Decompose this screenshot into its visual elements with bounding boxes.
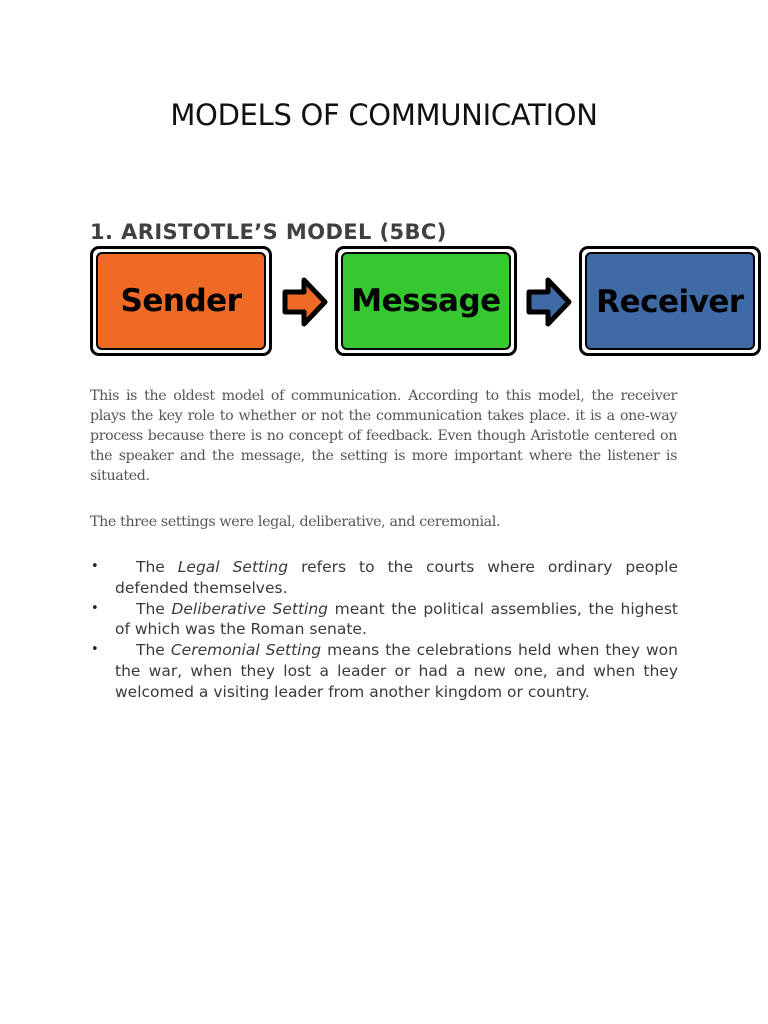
bullet-icon: • <box>91 559 99 574</box>
item-prefix: The <box>136 558 165 576</box>
setting-description: refers to the courts where ordinary people defended themselves. <box>115 558 678 597</box>
item-prefix: The <box>136 599 165 618</box>
communication-flow-diagram <box>89 246 761 364</box>
bullet-icon: • <box>91 600 99 616</box>
setting-term: Ceremonial Setting <box>170 641 322 660</box>
list-item <box>90 640 678 702</box>
receiver-box <box>579 246 761 356</box>
sender-label: Sender <box>96 252 266 350</box>
sender-box <box>90 246 272 356</box>
list-item <box>90 557 678 599</box>
setting-term: Legal Setting <box>177 558 289 576</box>
message-box <box>335 246 517 356</box>
item-prefix: The <box>136 641 165 660</box>
section-heading: 1. ARISTOTLE’S MODEL (5BC) <box>90 220 447 244</box>
message-label: Message <box>341 252 511 350</box>
right-arrow-icon <box>282 276 328 328</box>
settings-intro-paragraph: The three settings were legal, deliberative, and ceremonial. <box>90 514 501 530</box>
arrow-shape <box>285 280 325 324</box>
setting-term: Deliberative Setting <box>171 599 328 618</box>
document-title: MODELS OF COMMUNICATION <box>170 98 598 132</box>
settings-list <box>90 557 678 703</box>
receiver-label: Receiver <box>585 252 755 350</box>
setting-description: means the celebrations held when they won the war, when they lost a leader or had a new one, and when they welcomed a visiting leader from another kingdom or country. <box>115 641 678 701</box>
model-description-paragraph: This is the oldest model of communication. According to this model, the receiver plays the key role to whether or not the communication takes place. it is a one-way process because there is no concept of feedback. Even though Aristotle centered on the speaker and the message, the setting is more important where the listener is situated. <box>90 388 677 484</box>
bullet-icon: • <box>91 642 99 658</box>
setting-description: meant the political assemblies, the highest of which was the Roman senate. <box>115 599 678 639</box>
list-item <box>90 599 678 641</box>
arrow-shape <box>529 280 569 324</box>
right-arrow-icon <box>526 276 572 328</box>
